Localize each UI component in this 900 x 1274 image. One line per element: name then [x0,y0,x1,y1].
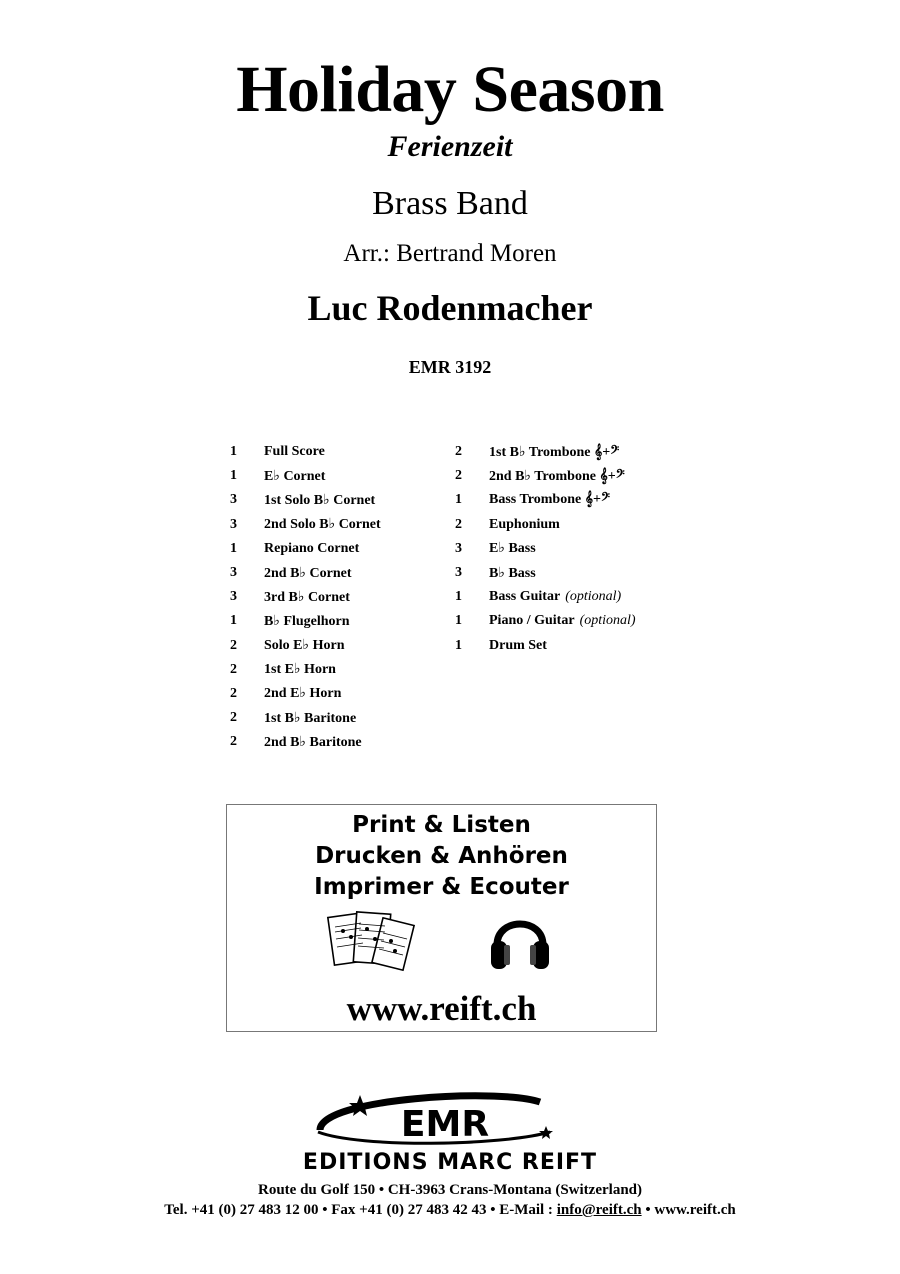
part-name: B♭ Bass [489,565,536,581]
parts-list-left [230,440,450,754]
part-name: 1st Solo B♭ Cornet [264,492,376,508]
part-quantity: 2 [455,468,462,484]
part-name: Bass Guitar [489,589,561,605]
part-quantity: 2 [230,661,237,677]
part-name: 2nd B♭ Trombone 𝄞+𝄢 [489,468,625,484]
part-name: E♭ Cornet [264,468,326,484]
emr-logo-text: EMR [400,1104,490,1145]
part-name: 2nd Solo B♭ Cornet [264,517,381,533]
promo-line-drucken: Drucken & Anhören [315,843,568,869]
part-quantity: 2 [230,710,237,726]
part-name: 1st B♭ Baritone [264,710,357,726]
part-name: 2nd B♭ Cornet [264,565,352,581]
part-quantity: 1 [230,613,237,629]
part-quantity: 2 [230,734,237,750]
publisher-contact [0,1202,900,1219]
part-quantity: 2 [230,685,237,701]
part-quantity: 1 [230,540,237,556]
print-listen-box [226,804,657,1032]
composer: Luc Rodenmacher [307,288,593,328]
arranger: Arr.: Bertrand Moren [343,240,557,267]
part-row [230,658,450,682]
title: Holiday Season [236,53,664,126]
part-quantity: 2 [455,516,462,532]
contact-phone-fax: Tel. +41 (0) 27 483 12 00 • Fax +41 (0) 27 483 42 43 • E-Mail : [164,1202,557,1218]
sheet-music-icon [325,909,421,979]
part-quantity: 1 [230,468,237,484]
part-row [230,730,450,754]
promo-line-imprimer: Imprimer & Ecouter [314,874,569,900]
part-quantity: 2 [230,637,237,653]
part-quantity: 1 [455,637,462,653]
part-name: B♭ Flugelhorn [264,613,350,629]
part-name: 3rd B♭ Cornet [264,589,350,605]
ensemble: Brass Band [372,185,528,222]
emr-logo [300,1090,600,1150]
part-row [230,585,450,609]
catalog-number: EMR 3192 [408,357,492,377]
contact-email-link[interactable]: info@reift.ch [556,1202,642,1218]
part-name: Bass Trombone 𝄞+𝄢 [489,492,610,508]
part-quantity: 3 [230,589,237,605]
part-quantity: 2 [455,444,462,460]
part-row [230,609,450,633]
part-quantity: 3 [230,565,237,581]
part-row [230,513,450,537]
publisher-address: Route du Golf 150 • CH-3963 Crans-Montana (Switzerland) [258,1182,642,1198]
part-row [230,561,450,585]
part-row [455,513,715,537]
part-row [230,537,450,561]
part-row [455,440,715,464]
part-row [455,585,715,609]
part-quantity: 1 [230,444,237,460]
part-optional-note: (optional) [579,613,636,629]
part-name: 2nd E♭ Horn [264,686,342,702]
publisher-name: EDITIONS MARC REIFT [302,1150,598,1175]
part-name: Drum Set [489,637,547,653]
part-row [455,609,715,633]
part-row [230,634,450,658]
headphones-icon [489,905,551,975]
part-name: Euphonium [489,516,560,532]
part-name: Solo E♭ Horn [264,638,345,654]
part-row [455,488,715,512]
part-row [230,488,450,512]
part-row [455,464,715,488]
promo-line-print-listen: Print & Listen [352,812,531,838]
promo-website[interactable]: www.reift.ch [346,989,537,1028]
part-quantity: 3 [230,516,237,532]
part-name: Piano / Guitar [489,613,575,629]
part-name: E♭ Bass [489,541,536,557]
part-quantity: 1 [455,589,462,605]
part-quantity: 3 [455,540,462,556]
part-quantity: 1 [455,613,462,629]
part-optional-note: (optional) [565,589,622,605]
part-row [230,706,450,730]
part-row [455,634,715,658]
contact-website[interactable]: • www.reift.ch [641,1202,736,1218]
part-row [230,440,450,464]
part-name: 1st B♭ Trombone 𝄞+𝄢 [489,444,620,460]
part-row [230,464,450,488]
part-quantity: 3 [455,565,462,581]
part-name: Full Score [264,444,325,460]
part-name: 1st E♭ Horn [264,662,336,678]
part-row [455,561,715,585]
part-quantity: 1 [455,492,462,508]
subtitle: Ferienzeit [387,130,513,163]
part-row [455,537,715,561]
parts-list-right [455,440,715,658]
part-row [230,682,450,706]
part-name: 2nd B♭ Baritone [264,734,362,750]
part-quantity: 3 [230,492,237,508]
part-name: Repiano Cornet [264,540,360,556]
